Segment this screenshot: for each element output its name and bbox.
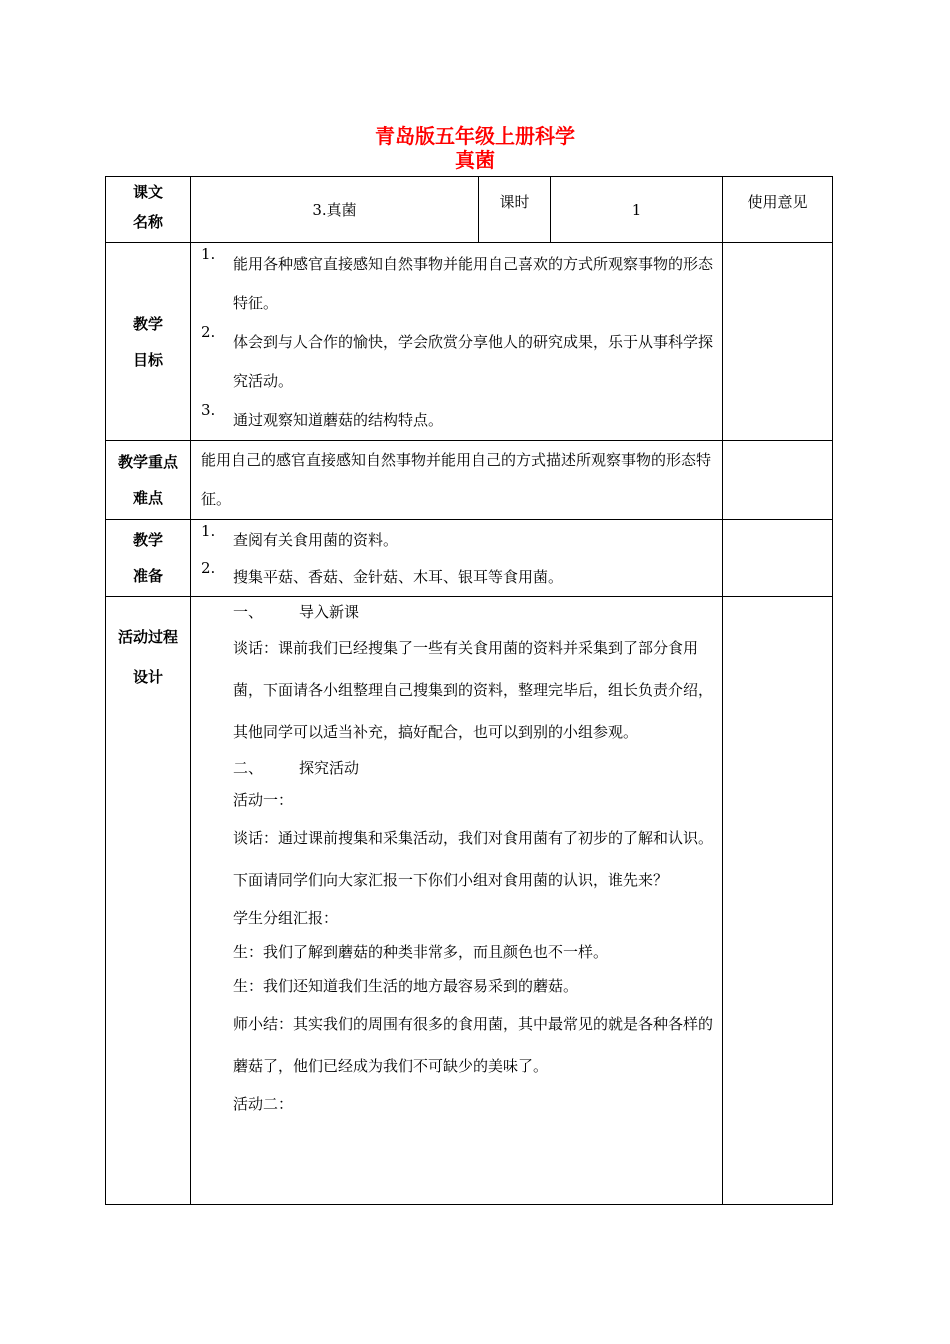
section-title: 导入新课 xyxy=(299,603,360,621)
paragraph: 谈话：课前我们已经搜集了一些有关食用菌的资料并采集到了部分食用菌，下面请各小组整理自己搜集到的资料，整理完毕后，组长负责介绍，其他同学可以适当补充，搞好配合，也可以到别的小组参观。 xyxy=(233,639,714,741)
lesson-name-row xyxy=(106,177,833,243)
prep-label xyxy=(106,520,191,597)
lesson-name-text: 3.真菌 xyxy=(312,201,357,219)
focus-row xyxy=(106,441,833,520)
label-line: 名称 xyxy=(132,213,163,231)
lesson-plan-table xyxy=(105,176,833,1205)
process-label xyxy=(106,597,191,1205)
focus-text: 能用自己的感官直接感知自然事物并能用自己的方式描述所观察事物的形态特征。 xyxy=(201,451,712,508)
lesson-name-label xyxy=(106,177,191,243)
section-number: 一、 xyxy=(233,603,264,621)
prep-text: 查阅有关食用菌的资料。 xyxy=(233,531,399,549)
paragraph: 谈话：通过课前搜集和采集活动，我们对食用菌有了初步的了解和认识。下面请同学们向大家汇报一下你们小组对食用菌的认识，谁先来？ xyxy=(233,829,714,889)
focus-content xyxy=(191,441,723,520)
prep-number: 2. xyxy=(201,559,216,577)
section-heading xyxy=(233,597,714,627)
comments-label xyxy=(723,177,833,243)
prep-text: 搜集平菇、香菇、金针菇、木耳、银耳等食用菌。 xyxy=(233,568,564,586)
process-comments xyxy=(723,597,833,1205)
process-content xyxy=(191,597,723,1205)
section-title: 探究活动 xyxy=(299,759,360,777)
paragraph: 学生分组汇报： xyxy=(233,909,339,927)
paragraph: 生：我们还知道我们生活的地方最容易采到的蘑菇。 xyxy=(233,977,579,995)
focus-label xyxy=(106,441,191,520)
label-line: 难点 xyxy=(132,489,163,507)
document-subtitle: 真菌 xyxy=(455,148,495,172)
hours-label xyxy=(479,177,551,243)
activity-label: 活动二： xyxy=(233,1095,294,1113)
label-line: 准备 xyxy=(132,567,163,585)
label-line: 设计 xyxy=(132,668,163,686)
objective-text: 体会到与人合作的愉快，学会欣赏分享他人的研究成果，乐于从事科学探究活动。 xyxy=(233,333,714,390)
focus-comments xyxy=(723,441,833,520)
objective-number: 1. xyxy=(201,245,216,263)
paragraph: 生：我们了解到蘑菇的种类非常多，而且颜色也不一样。 xyxy=(233,943,609,961)
objective-text: 能用各种感官直接感知自然事物并能用自己喜欢的方式所观察事物的形态特征。 xyxy=(233,255,714,312)
prep-number: 1. xyxy=(201,522,216,540)
objective-number: 2. xyxy=(201,323,216,341)
activity-label: 活动一： xyxy=(233,791,294,809)
prep-comments xyxy=(723,520,833,597)
document-title: 青岛版五年级上册科学 xyxy=(375,124,575,148)
objective-number: 3. xyxy=(201,401,216,419)
paragraph: 师小结：其实我们的周围有很多的食用菌，其中最常见的就是各种各样的蘑菇了，他们已经成为我们不可缺少的美味了。 xyxy=(233,1015,714,1075)
prep-item xyxy=(197,559,716,596)
hours-label-text: 课时 xyxy=(499,193,530,211)
objectives-row xyxy=(106,243,833,441)
objective-item xyxy=(197,245,716,323)
objective-item xyxy=(197,323,716,401)
label-line: 活动过程 xyxy=(117,628,178,646)
objectives-comments xyxy=(723,243,833,441)
objectives-content xyxy=(191,243,723,441)
label-line: 教学重点 xyxy=(117,453,178,471)
objective-item xyxy=(197,401,716,440)
hours-value-text: 1 xyxy=(631,200,642,219)
section-heading xyxy=(233,753,714,783)
prep-item xyxy=(197,522,716,559)
prep-content xyxy=(191,520,723,597)
prep-row xyxy=(106,520,833,597)
objective-text: 通过观察知道蘑菇的结构特点。 xyxy=(233,411,444,429)
comments-label-text: 使用意见 xyxy=(747,193,808,211)
label-line: 课文 xyxy=(132,183,163,201)
label-line: 教学 xyxy=(132,314,163,333)
hours-value xyxy=(551,177,723,243)
process-row xyxy=(106,597,833,1205)
label-line: 目标 xyxy=(132,350,163,369)
lesson-name-value xyxy=(191,177,479,243)
section-number: 二、 xyxy=(233,759,264,777)
objectives-label xyxy=(106,243,191,441)
label-line: 教学 xyxy=(132,531,163,549)
